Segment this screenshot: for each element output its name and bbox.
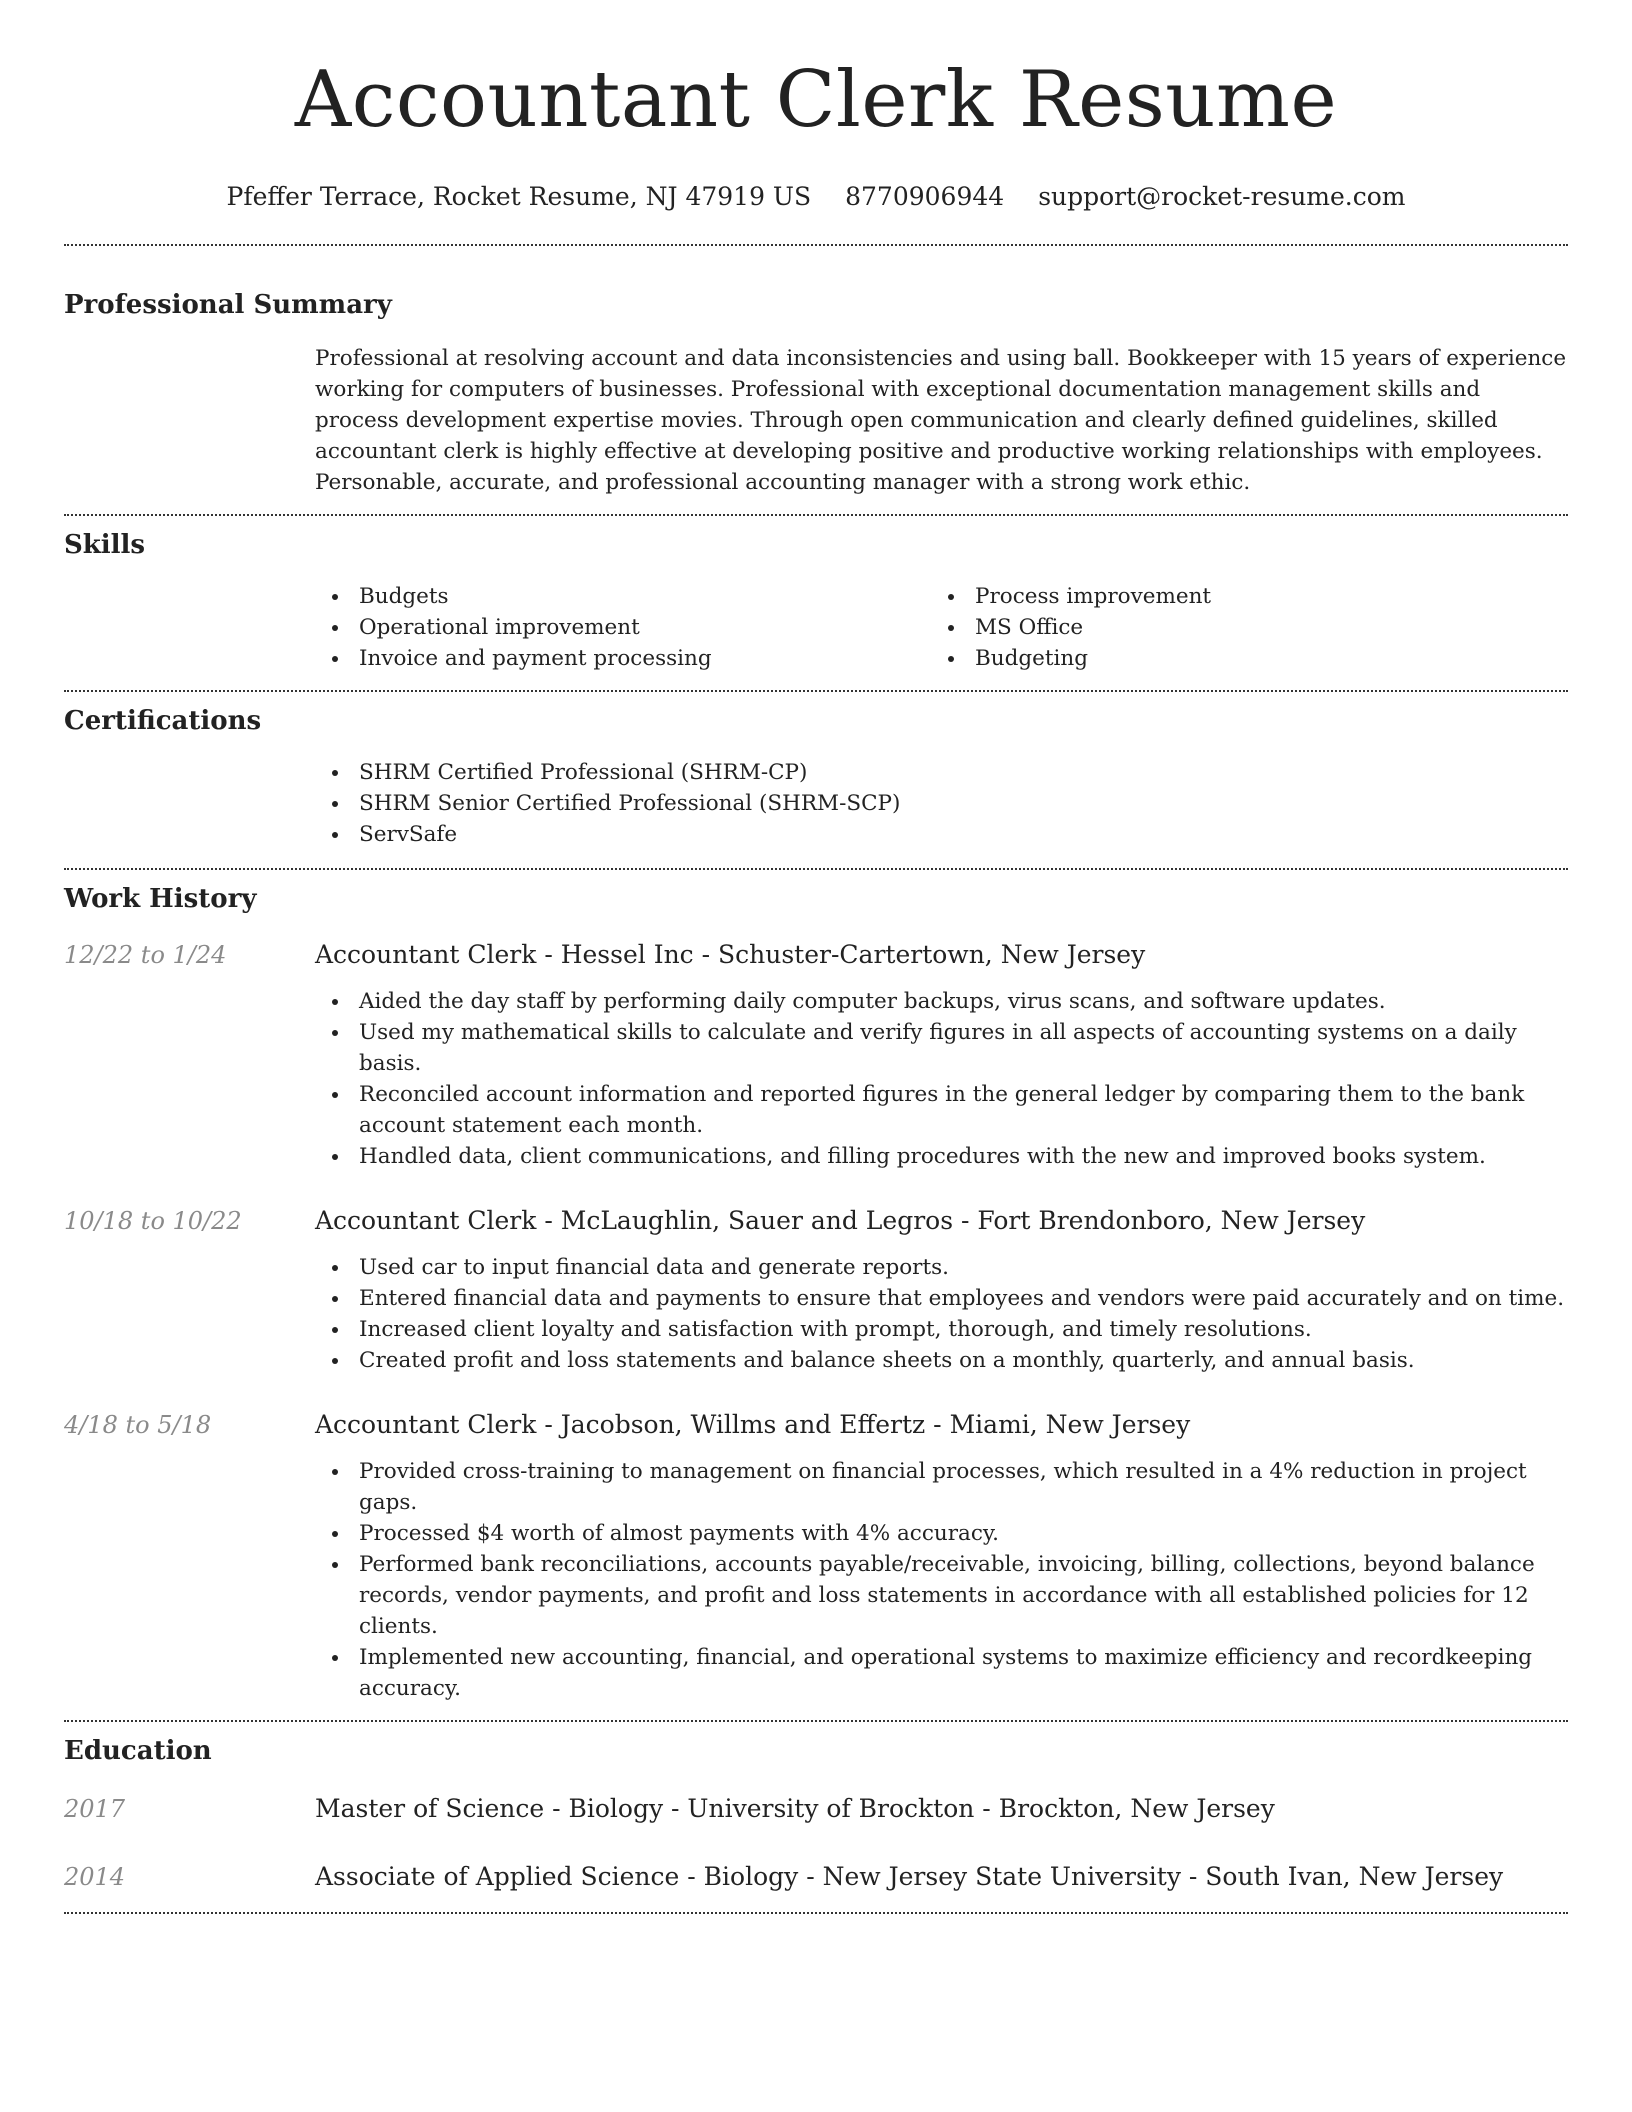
job-dates: 4/18 to 5/18 [64, 1411, 212, 1439]
skill-item: Operational improvement [315, 612, 931, 643]
job-bullet: Created profit and loss statements and balance sheets on a monthly, quarterly, and annual basis. [315, 1345, 1568, 1376]
job-header [64, 1204, 1568, 1238]
education-year: 2014 [64, 1863, 126, 1891]
divider [64, 1720, 1568, 1722]
certification-item: ServSafe [315, 819, 1568, 850]
divider [64, 868, 1568, 870]
skills-heading: Skills [64, 530, 146, 560]
education-degree: Associate of Applied Science - Biology - New Jersey State University - South Ivan, New Jersey [315, 1862, 1504, 1891]
job-entry [64, 1408, 1568, 1704]
education-entry [64, 1792, 1568, 1826]
job-bullet: Handled data, client communications, and filling procedures with the new and improved books system. [315, 1141, 1568, 1172]
job-title: Accountant Clerk - McLaughlin, Sauer and Legros - Fort Brendonboro, New Jersey [315, 1206, 1366, 1235]
education-section [64, 1734, 1568, 1894]
skill-item: MS Office [931, 612, 1547, 643]
job-bullets [315, 986, 1568, 1172]
job-bullet: Used car to input financial data and generate reports. [315, 1252, 1568, 1283]
job-bullet: Reconciled account information and reported figures in the general ledger by comparing them to the bank account statement each month. [315, 1079, 1568, 1141]
skill-item: Budgeting [931, 643, 1547, 674]
job-title: Accountant Clerk - Hessel Inc - Schuster-Cartertown, New Jersey [315, 940, 1146, 969]
job-entry [64, 938, 1568, 1172]
skill-item: Budgets [315, 581, 931, 612]
job-bullet: Entered financial data and payments to ensure that employees and vendors were paid accurately and on time. [315, 1283, 1568, 1314]
divider [64, 514, 1568, 516]
contact-phone: 8770906944 [845, 182, 1005, 211]
education-degree: Master of Science - Biology - University of Brockton - Brockton, New Jersey [315, 1794, 1275, 1823]
job-bullet: Performed bank reconciliations, accounts payable/receivable, invoicing, billing, collections, beyond balance records, vendor payments, and profit and loss statements in accordance with all established policies for 12 clients. [315, 1549, 1568, 1642]
job-header [64, 1408, 1568, 1442]
contact-line [64, 180, 1568, 214]
skills-column-right [931, 581, 1547, 674]
job-header [64, 938, 1568, 972]
job-bullet: Increased client loyalty and satisfaction with prompt, thorough, and timely resolutions. [315, 1314, 1568, 1345]
divider [64, 1912, 1568, 1914]
contact-email: support@rocket-resume.com [1038, 182, 1406, 211]
skill-item: Process improvement [931, 581, 1547, 612]
summary-text: Professional at resolving account and data inconsistencies and using ball. Bookkeeper with 15 years of experience working for computers of businesses. Professional with exceptional documentation management skills and process development expertise movies. Through open communication and clearly defined guidelines, skilled accountant clerk is highly effective at developing positive and productive working relationships with employees. Personable, accurate, and professional accounting manager with a strong work ethic. [315, 346, 1567, 495]
certification-item: SHRM Certified Professional (SHRM-CP) [315, 757, 1568, 788]
certifications-list [315, 757, 1568, 850]
contact-address: Pfeffer Terrace, Rocket Resume, NJ 47919 US [226, 182, 812, 211]
skills-section [64, 528, 1568, 674]
education-entry [64, 1860, 1568, 1894]
job-bullet: Implemented new accounting, financial, and operational systems to maximize efficiency and recordkeeping accuracy. [315, 1642, 1568, 1704]
resume-title: Accountant Clerk Resume [294, 55, 1338, 145]
divider [64, 244, 1568, 246]
summary-heading: Professional Summary [64, 290, 392, 320]
certifications-heading: Certifications [64, 706, 262, 736]
job-bullet: Used my mathematical skills to calculate and verify figures in all aspects of accounting systems on a daily basis. [315, 1017, 1568, 1079]
work-history-heading: Work History [64, 884, 257, 914]
job-dates: 12/22 to 1/24 [64, 941, 227, 969]
skill-item: Invoice and payment processing [315, 643, 931, 674]
certifications-section [64, 704, 1568, 850]
job-entry [64, 1204, 1568, 1376]
skills-list [315, 581, 1568, 674]
summary-section [64, 288, 1568, 498]
job-bullets [315, 1456, 1568, 1704]
job-bullets [315, 1252, 1568, 1376]
divider [64, 690, 1568, 692]
skills-column-left [315, 581, 931, 674]
job-bullet: Aided the day staff by performing daily computer backups, virus scans, and software updates. [315, 986, 1568, 1017]
job-bullet: Provided cross-training to management on financial processes, which resulted in a 4% reduction in project gaps. [315, 1456, 1568, 1518]
job-bullet: Processed $4 worth of almost payments with 4% accuracy. [315, 1518, 1568, 1549]
job-title: Accountant Clerk - Jacobson, Willms and Effertz - Miami, New Jersey [315, 1410, 1191, 1439]
education-year: 2017 [64, 1795, 126, 1823]
education-heading: Education [64, 1736, 212, 1766]
work-history-section [64, 882, 1568, 1704]
job-dates: 10/18 to 10/22 [64, 1207, 242, 1235]
certification-item: SHRM Senior Certified Professional (SHRM-SCP) [315, 788, 1568, 819]
